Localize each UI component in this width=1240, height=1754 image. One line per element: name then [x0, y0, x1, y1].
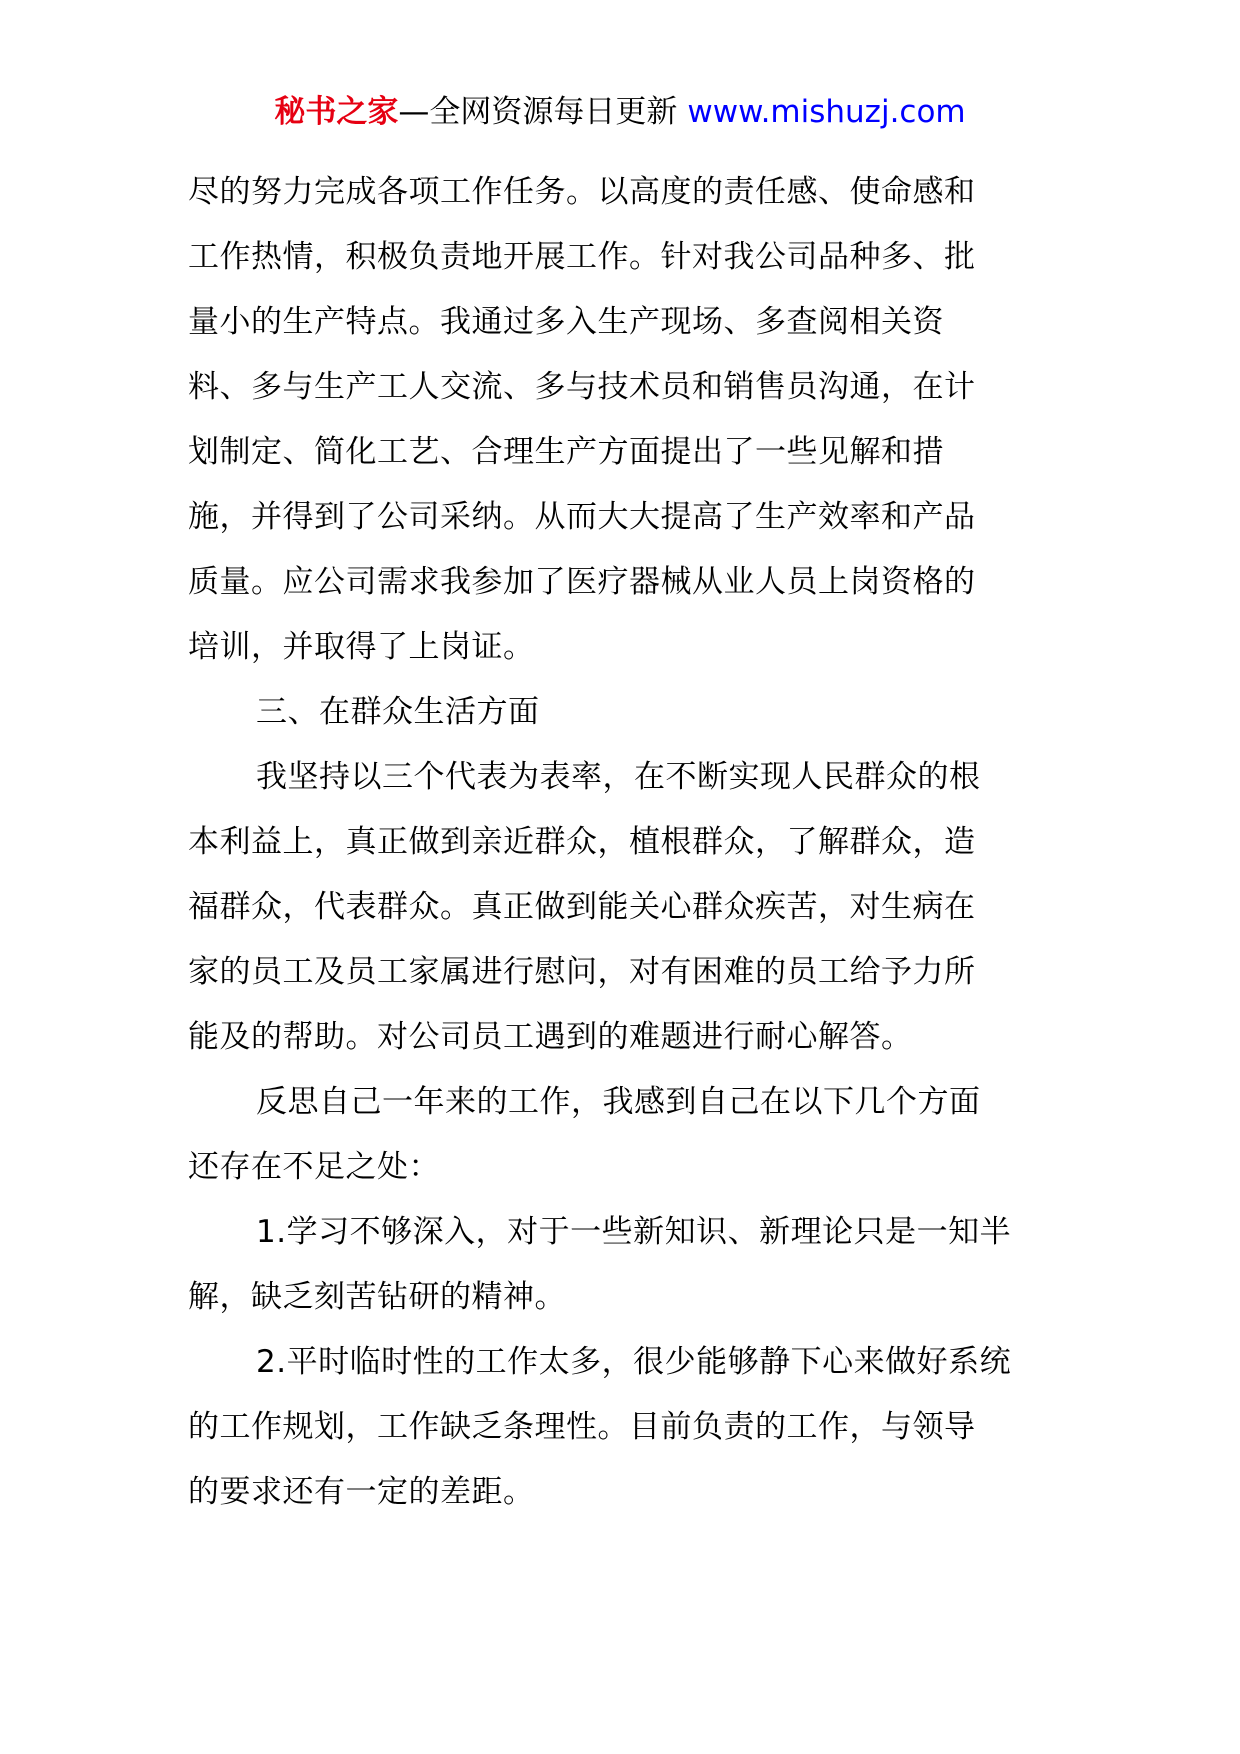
body-line: 2.平时临时性的工作太多，很少能够静下心来做好系统 [256, 1344, 1012, 1380]
body-line: 三、在群众生活方面 [256, 694, 540, 730]
document-header [0, 88, 1240, 136]
document-body [188, 160, 1088, 1525]
body-line: 家的员工及员工家属进行慰问，对有困难的员工给予力所 [188, 954, 976, 990]
body-line: 划制定、简化工艺、合理生产方面提出了一些见解和措 [188, 434, 944, 470]
body-line: 我坚持以三个代表为表率，在不断实现人民群众的根 [256, 759, 981, 795]
header-brand: 秘书之家 [274, 94, 399, 130]
header-site-link[interactable]: www.mishuzj.com [687, 94, 966, 130]
body-line: 解，缺乏刻苦钻研的精神。 [188, 1279, 566, 1315]
body-line: 工作热情，积极负责地开展工作。针对我公司品种多、批 [188, 239, 976, 275]
body-line: 的要求还有一定的差距。 [188, 1474, 535, 1510]
body-line: 能及的帮助。对公司员工遇到的难题进行耐心解答。 [188, 1019, 913, 1055]
body-line: 量小的生产特点。我通过多入生产现场、多查阅相关资 [188, 304, 944, 340]
body-line: 反思自己一年来的工作，我感到自己在以下几个方面 [256, 1084, 981, 1120]
body-line: 本利益上，真正做到亲近群众，植根群众，了解群众，造 [188, 824, 976, 860]
body-line: 质量。应公司需求我参加了医疗器械从业人员上岗资格的 [188, 564, 976, 600]
body-line: 施，并得到了公司采纳。从而大大提高了生产效率和产品 [188, 499, 976, 535]
header-tagline: —全网资源每日更新 [398, 94, 678, 130]
body-line: 还存在不足之处： [188, 1149, 440, 1185]
body-line: 福群众，代表群众。真正做到能关心群众疾苦，对生病在 [188, 889, 976, 925]
body-line: 尽的努力完成各项工作任务。以高度的责任感、使命感和 [188, 174, 976, 210]
body-line: 料、多与生产工人交流、多与技术员和销售员沟通，在计 [188, 369, 976, 405]
body-line: 1.学习不够深入，对于一些新知识、新理论只是一知半 [256, 1214, 1012, 1250]
body-line: 培训，并取得了上岗证。 [188, 629, 535, 665]
body-line: 的工作规划，工作缺乏条理性。目前负责的工作，与领导 [188, 1409, 976, 1445]
